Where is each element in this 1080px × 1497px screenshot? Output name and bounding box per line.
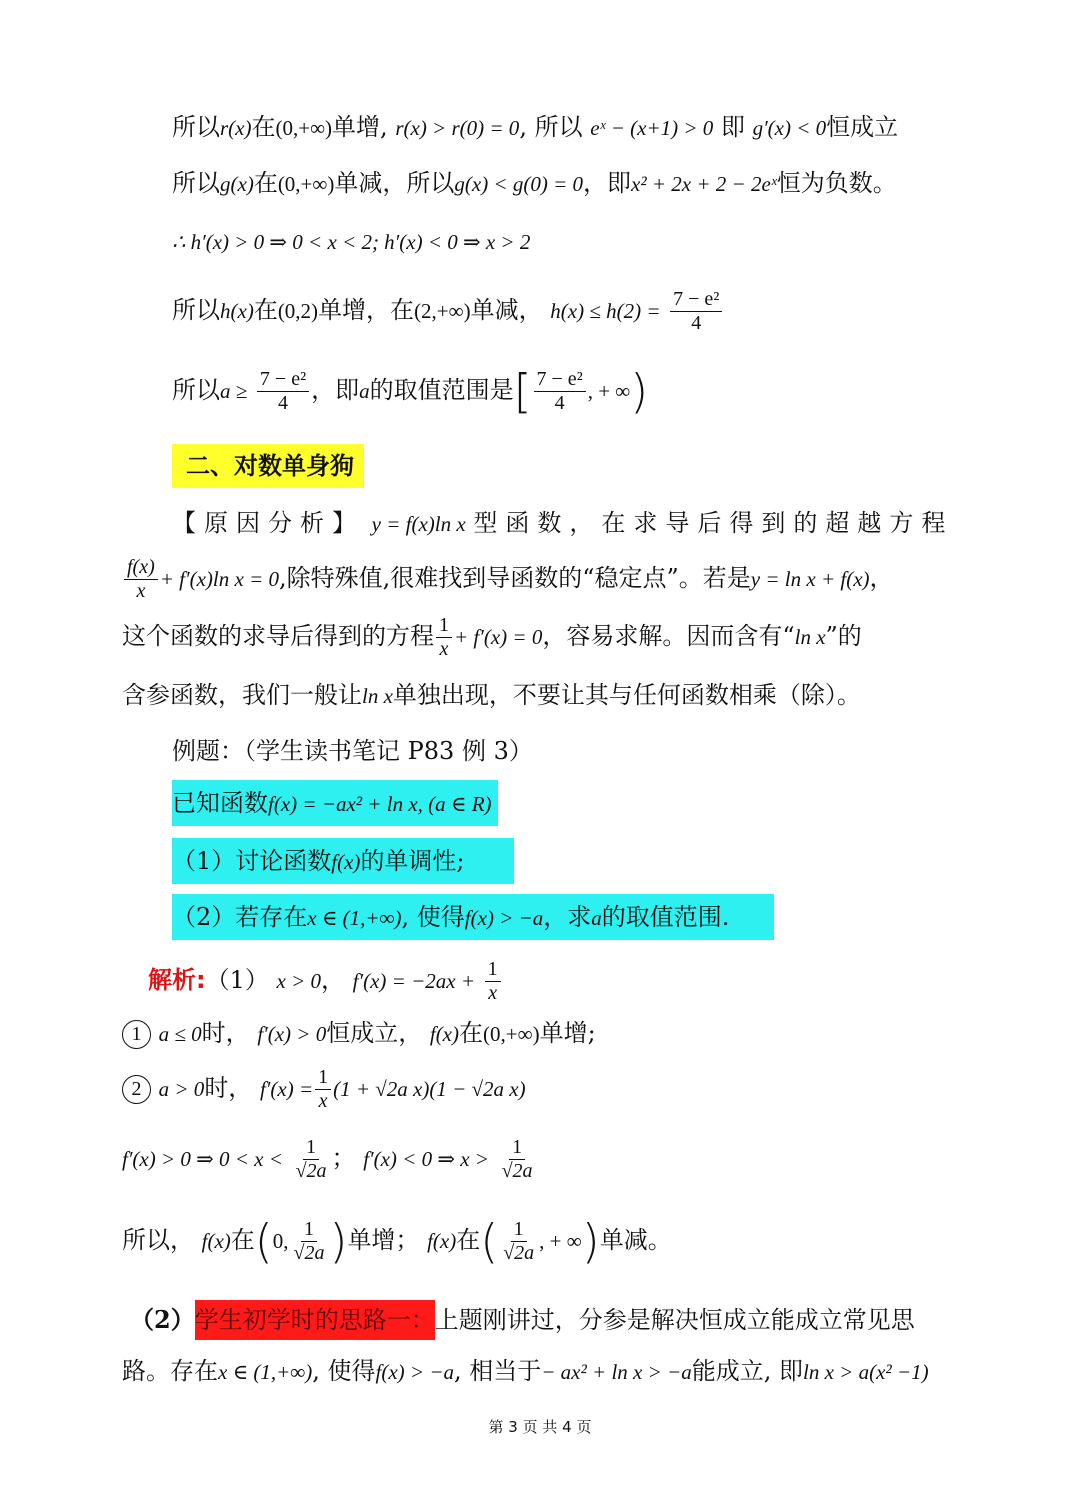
analysis-line-3 [122,614,862,661]
text: , 使得 [312,1357,376,1385]
text: ， [869,564,894,592]
fraction [500,1218,537,1265]
fraction [534,368,586,415]
example-given [172,780,498,826]
text: 含参函数，我们一般让 [122,681,362,709]
math: a [359,379,370,403]
math: , + ∞ [539,1229,582,1253]
text: 所以， [122,1226,194,1254]
math: f′(x) = [259,1077,314,1101]
fraction [124,556,158,603]
math: f′(x) = −2ax + [352,969,475,993]
math: a ≥ [220,379,248,403]
line-3 [172,226,530,257]
numerator: 1 [436,614,452,638]
math: eˣ − (x+1) > 0 [590,116,714,140]
fraction [257,368,309,415]
text: 单增； [347,1226,420,1254]
text: ”的 [825,622,862,650]
math: (0,+∞) [483,1022,540,1046]
text: 在 [251,113,276,141]
fraction [436,614,452,661]
analysis-line-4 [122,680,861,711]
text: 的取值范围. [601,903,730,931]
math: x² + 2x + 2 − 2eˣ [631,172,777,196]
solution-part-2 [130,1300,915,1340]
left-paren: ( [254,1214,273,1269]
analysis-line-1 [172,508,953,539]
text: （1） [205,966,269,994]
math: y = f(x)ln x [371,512,466,536]
math: x > 0 [276,969,322,993]
math: 0, [272,1229,289,1253]
text: 单减，所以 [334,169,455,197]
math: f′(x) < 0 ⇒ x > [363,1147,489,1171]
denominator: √2a [295,1160,327,1182]
analysis-line-2 [122,556,894,603]
text: 单减， [470,296,543,324]
math: − ax² + ln x > −a [541,1360,692,1384]
denominator: x [439,638,449,660]
math: r(x) [220,116,252,140]
analysis-label: 【原因分析】 [172,509,364,537]
math: x ∈ (1,+∞) [218,1360,313,1384]
math: g(x) [220,172,254,196]
text: 单独出现，不要让其与任何函数相乘（除）。 [392,681,861,709]
text: 恒成立 [826,113,899,141]
numerator: 7 − e² [257,368,309,392]
math: f(x) [331,850,361,874]
text: , 所以 [519,113,583,141]
math: f(x) > −a [375,1360,454,1384]
math: ∴ h′(x) > 0 ⇒ 0 < x < 2; h′(x) < 0 ⇒ x > 2 [172,230,531,254]
text: 即 [720,113,745,141]
text: ，即 [583,169,632,197]
numerator: f(x) [124,556,158,580]
math: f′(x) > 0 [257,1022,327,1046]
math: f(x) [201,1229,231,1253]
text: 所以 [172,296,220,324]
math: x ∈ (1,+∞) [307,906,402,930]
math: (1 + √2a x)(1 − √2a x) [333,1077,526,1101]
fraction [670,288,722,335]
numerator: 1 [509,1136,525,1160]
solution-case-2 [122,1066,526,1113]
highlighted-text: 学生初学时的思路一： [195,1300,435,1340]
numerator: 1 [303,1136,319,1160]
math: , + ∞ [587,379,631,403]
text: , 使得 [401,903,465,931]
denominator: 4 [691,312,702,334]
text: 已知函数 [172,789,268,817]
text: 恒成立， [326,1019,423,1047]
text: （2）若存在 [172,903,308,931]
line-5 [172,364,649,419]
text: 所以 [172,169,220,197]
math: f′(x) > 0 ⇒ 0 < x < [122,1147,283,1171]
solution-case-1 [122,1018,596,1049]
right-paren: ) [630,364,649,419]
math: f(x) > −a [464,906,544,930]
math: h(x) ≤ h(2) = [550,299,661,323]
right-paren: ) [581,1214,600,1269]
solution-part-2-cont [122,1356,929,1387]
solution-derivative-sign [122,1136,538,1183]
math: (2,+∞) [414,299,471,323]
solution-label: 解析: [148,966,206,994]
text: ，即 [311,376,360,404]
text: 能成立, 即 [691,1357,803,1385]
right-paren: ) [329,1214,348,1269]
text: 在 [456,1226,481,1254]
fraction [499,1136,536,1183]
text: 单增，在 [318,296,415,324]
denominator: 4 [554,392,565,414]
text: 时， [201,1019,250,1047]
numerator: 1 [485,958,501,982]
math: r(x) > r(0) = 0 [395,116,520,140]
circled-number: 2 [122,1075,151,1104]
math: (0,+∞) [275,116,333,140]
solution-summary [122,1214,672,1269]
denominator: √2a [293,1242,325,1264]
math: g′(x) < 0 [752,116,827,140]
text: 单增; [539,1019,596,1047]
text: 路。存在 [122,1357,218,1385]
left-paren: ( [480,1214,499,1269]
text: ； [331,1144,356,1172]
math: h(x) [220,299,254,323]
math: a ≤ 0 [158,1022,202,1046]
text: 恒为负数。 [776,169,897,197]
text: 单减。 [599,1226,672,1254]
math: ln x > a(x² −1) [803,1360,929,1384]
text: 上题刚讲过，分参是解决恒成立能成立常见思 [434,1306,915,1334]
fraction [315,1066,331,1113]
text: ， [321,966,346,994]
numerator: 1 [315,1066,331,1090]
math: ln x [362,684,393,708]
fraction [291,1218,328,1265]
denominator: x [136,580,146,602]
numerator: 1 [301,1218,317,1242]
math: y = ln x + f(x) [750,567,870,591]
math: f(x) [429,1022,460,1046]
section-heading: 二、对数单身狗 [172,444,364,488]
text: 在 [230,1226,255,1254]
example-question-2 [172,894,774,940]
example-question-1 [172,838,514,884]
text: 在 [459,1019,484,1047]
math: f(x) [427,1229,457,1253]
line-2 [172,168,897,199]
denominator: 4 [278,392,288,414]
text: ，求 [543,903,592,931]
denominator: x [488,982,498,1004]
math: a [591,906,602,930]
text: 的单调性; [360,847,465,875]
math: + f′(x) = 0 [454,625,543,649]
text: ，容易求解。因而含有“ [542,622,795,650]
text: ,除特殊值,很难找到导函数的“稳定点”。若是 [279,564,751,592]
text: 的取值范围是 [369,376,514,404]
text: （2） [130,1305,195,1334]
text: 例题：（学生读书笔记 P83 例 3） [172,737,533,765]
math: (0,2) [277,299,319,323]
numerator: 7 − e² [534,368,586,392]
math: g(x) < g(0) = 0 [454,172,584,196]
math: ln x [794,625,826,649]
math: + f′(x)ln x = 0 [159,567,279,591]
left-bracket: [ [513,364,532,419]
denominator: √2a [501,1160,533,1182]
text: 所以 [172,376,220,404]
numerator: 7 − e² [670,288,722,312]
page-footer: 第 3 页 共 4 页 [488,1418,592,1436]
denominator: √2a [503,1242,535,1264]
text: 所以 [172,113,220,141]
math: (0,+∞) [277,172,335,196]
text: 在 [253,296,278,324]
text: 单增, [332,113,388,141]
text: , 相当于 [454,1357,542,1385]
text: 这个函数的求导后得到的方程 [122,622,434,650]
math: a > 0 [158,1077,205,1101]
numerator: 1 [511,1218,527,1242]
fraction [293,1136,330,1183]
math: f(x) = −ax² + ln x, (a ∈ R) [268,792,492,816]
solution-line-1 [148,958,503,1005]
line-4 [172,288,724,335]
text: 在 [253,169,278,197]
text: （1）讨论函数 [172,847,332,875]
example-label [172,736,533,767]
denominator: x [318,1090,328,1112]
line-1 [172,112,898,143]
fraction [485,958,501,1005]
text: 时， [204,1074,253,1102]
text: 型函数，在求导后得到的超越方程 [473,509,954,537]
circled-number: 1 [122,1020,151,1049]
